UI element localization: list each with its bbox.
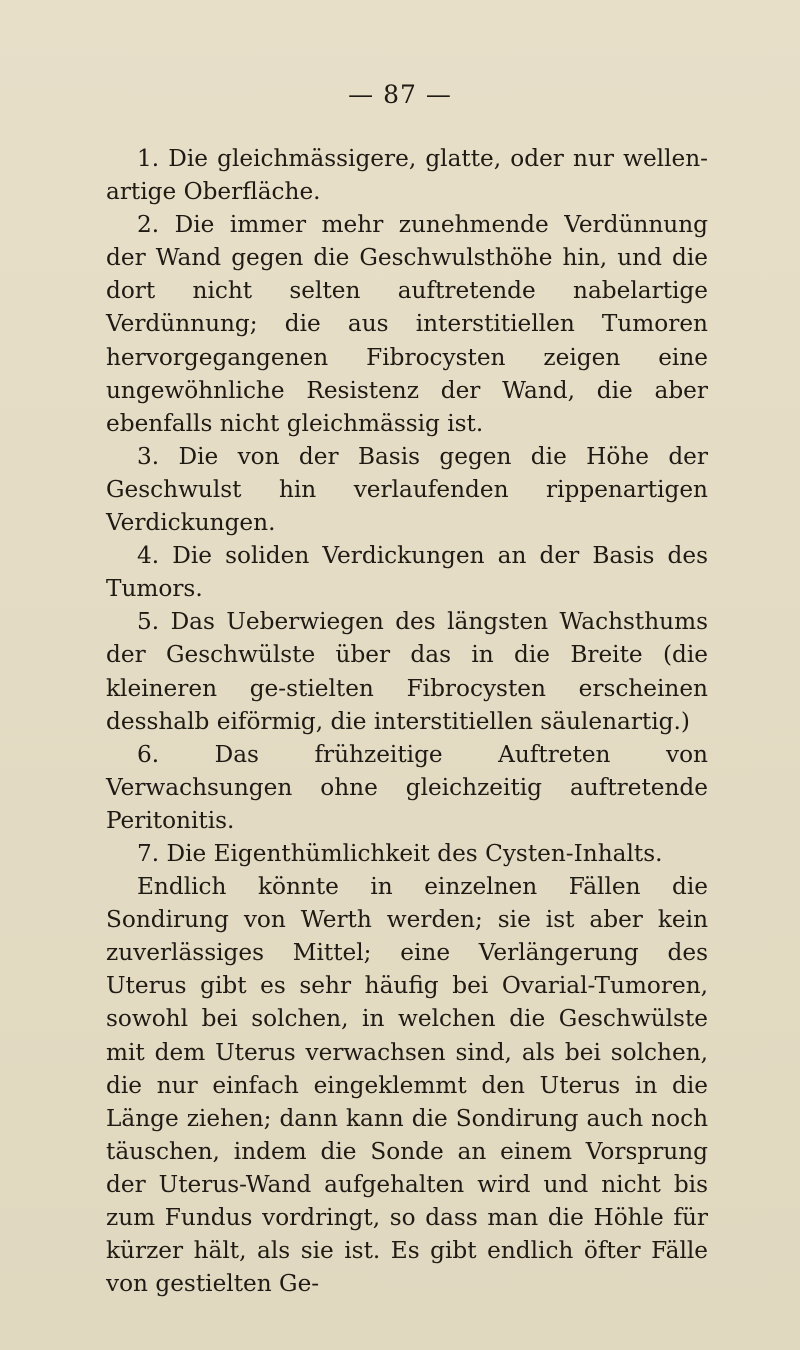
list-item-4: 4. Die soliden Verdickungen an der Basis des Tumors. [106,542,708,603]
list-item-2: 2. Die immer mehr zunehmende Verdünnung der Wand gegen die Geschwulsthöhe hin, und die dort nicht selten auftretende nabelartige Verdünnung; die aus interstitiellen Tumoren hervorgegangenen Fibrocysten zeigen eine ungewöhnliche Resistenz der Wand, die aber ebenfalls nicht gleichmässig ist. [106,211,708,437]
list-item-7: 7. Die Eigenthümlichkeit des Cysten-Inhalts. [137,839,663,867]
list-item-6: 6. Das frühzeitige Auftreten von Verwachsungen ohne gleichzeitig auftretende Peritonitis. [106,740,708,834]
page-number: — 87 — [348,80,452,109]
list-item-3: 3. Die von der Basis gegen die Höhe der Geschwulst hin verlaufenden rippenartigen Verdickungen. [106,442,708,537]
body-text [106,142,708,1300]
list-item-5: 5. Das Ueberwiegen des längsten Wachsthums der Geschwülste über das in die Breite (die kleineren ge-stielten Fibrocysten erscheinen desshalb eiförmig, die interstitiellen säulenartig.) [106,608,708,735]
closing-paragraph: Endlich könnte in einzelnen Fällen die Sondirung von Werth werden; sie ist aber kein zuverlässiges Mittel; eine Verlängerung des Uterus gibt es sehr häufig bei Ovarial-Tumoren, sowohl bei solchen, in welchen die Geschwülste mit dem Uterus verwachsen sind, als bei solchen, die nur einfach eingeklemmt den Uterus in die Länge ziehen; dann kann die Sondirung auch noch täuschen, indem die Sonde an einem Vorsprung der Uterus-Wand aufgehalten wird und nicht bis zum Fundus vordringt, so dass man die Höhle für kürzer hält, als sie ist. Es gibt endlich öfter Fälle von gestielten Ge- [106,873,708,1298]
list-item-1: 1. Die gleichmässigere, glatte, oder nur wellen-artige Oberfläche. [106,145,708,206]
